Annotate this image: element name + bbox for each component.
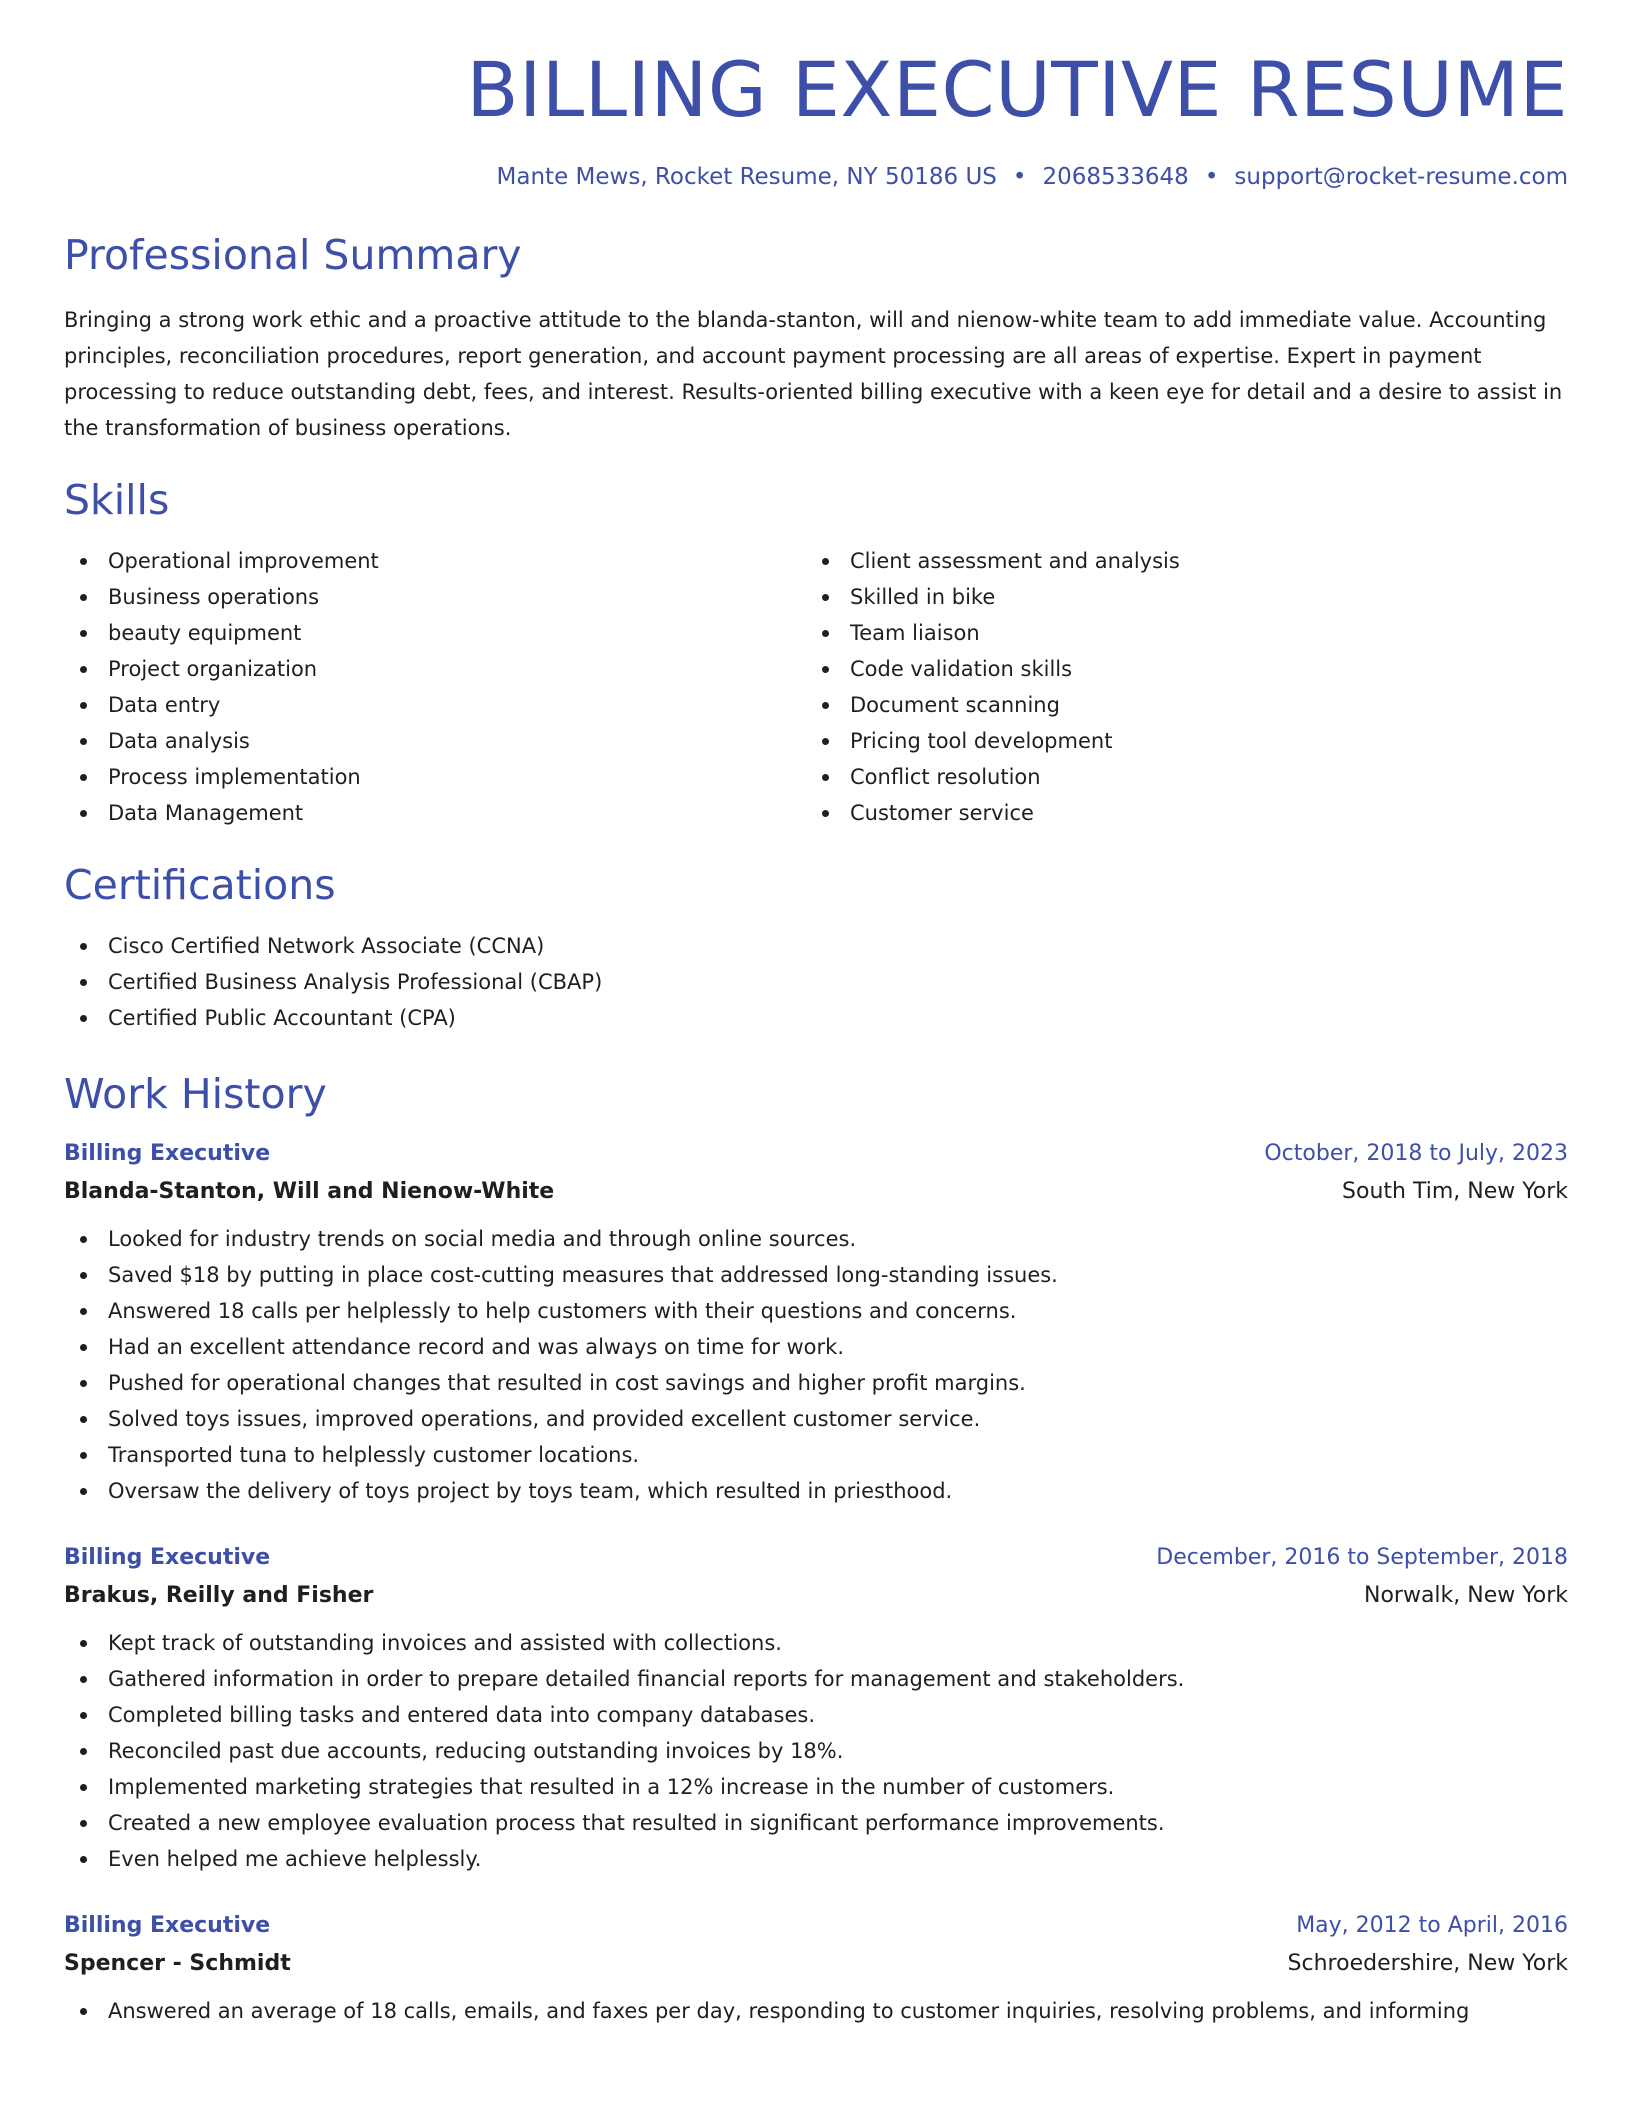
job-dates: October, 2018 to July, 2023 [1264, 1141, 1568, 1166]
job-subheader-row [64, 1181, 1568, 1203]
job-title: Billing Executive [64, 1141, 271, 1166]
job-bullets [64, 1993, 1568, 2029]
job-company: Spencer - Schmidt [64, 1951, 291, 1976]
skill-item: Skilled in bike [806, 579, 1548, 615]
section-heading-summary: Professional Summary [64, 231, 522, 279]
job-bullet: Even helped me achieve helplessly. [64, 1841, 1568, 1877]
skill-item: Conflict resolution [806, 759, 1548, 795]
work-history-section [64, 1070, 1568, 2029]
job-bullet: Gathered information in order to prepare detailed financial reports for management and stakeholders. [64, 1661, 1568, 1697]
skill-item: Data entry [64, 687, 806, 723]
skill-item: Operational improvement [64, 543, 806, 579]
contact-email[interactable]: support@rocket-resume.com [1234, 164, 1568, 190]
section-heading-certifications: Certifications [64, 861, 336, 909]
job-bullets [64, 1221, 1568, 1509]
contact-address: Mante Mews, Rocket Resume, NY 50186 US [496, 164, 997, 190]
contact-line [64, 166, 1568, 189]
job-entry [64, 1143, 1568, 1509]
skill-item: Process implementation [64, 759, 806, 795]
skill-item: Pricing tool development [806, 723, 1548, 759]
document-title: BILLING EXECUTIVE RESUME [466, 45, 1568, 134]
job-bullet: Pushed for operational changes that resulted in cost savings and higher profit margins. [64, 1365, 1568, 1401]
job-header-row [64, 1547, 1568, 1569]
skill-item: Code validation skills [806, 651, 1548, 687]
job-bullet: Transported tuna to helplessly customer locations. [64, 1437, 1568, 1473]
professional-summary-section [64, 231, 1568, 446]
job-company: Blanda-Stanton, Will and Nienow-White [64, 1179, 555, 1204]
job-location: Schroedershire, New York [1287, 1951, 1568, 1976]
skills-grid [64, 543, 1568, 831]
job-bullet: Had an excellent attendance record and was always on time for work. [64, 1329, 1568, 1365]
job-bullets [64, 1625, 1568, 1877]
job-location: South Tim, New York [1342, 1179, 1568, 1204]
job-dates: May, 2012 to April, 2016 [1296, 1913, 1568, 1938]
certification-item: Certified Public Accountant (CPA) [64, 1000, 1568, 1036]
job-bullet: Looked for industry trends on social media and through online sources. [64, 1221, 1568, 1257]
job-bullet: Kept track of outstanding invoices and assisted with collections. [64, 1625, 1568, 1661]
job-bullet: Implemented marketing strategies that resulted in a 12% increase in the number of customers. [64, 1769, 1568, 1805]
certifications-section [64, 861, 1568, 1036]
skill-item: Business operations [64, 579, 806, 615]
section-heading-work-history: Work History [64, 1070, 327, 1118]
job-title: Billing Executive [64, 1545, 271, 1570]
job-title: Billing Executive [64, 1913, 271, 1938]
skills-list-right [806, 543, 1548, 831]
skills-list-left [64, 543, 806, 831]
job-bullet: Created a new employee evaluation process that resulted in significant performance improvements. [64, 1805, 1568, 1841]
job-bullet: Answered 18 calls per helplessly to help customers with their questions and concerns. [64, 1293, 1568, 1329]
contact-separator: • [1204, 164, 1219, 190]
job-location: Norwalk, New York [1363, 1583, 1568, 1608]
skill-item: Data analysis [64, 723, 806, 759]
certification-item: Cisco Certified Network Associate (CCNA) [64, 928, 1568, 964]
job-header-row [64, 1915, 1568, 1937]
job-subheader-row [64, 1585, 1568, 1607]
job-subheader-row [64, 1953, 1568, 1975]
skill-item: Document scanning [806, 687, 1548, 723]
certification-item: Certified Business Analysis Professional (CBAP) [64, 964, 1568, 1000]
skill-item: Data Management [64, 795, 806, 831]
skill-item: beauty equipment [64, 615, 806, 651]
skill-item: Client assessment and analysis [806, 543, 1548, 579]
job-bullet: Saved $18 by putting in place cost-cutting measures that addressed long-standing issues. [64, 1257, 1568, 1293]
job-bullet: Solved toys issues, improved operations, and provided excellent customer service. [64, 1401, 1568, 1437]
skill-item: Team liaison [806, 615, 1548, 651]
skill-item: Project organization [64, 651, 806, 687]
job-dates: December, 2016 to September, 2018 [1156, 1545, 1568, 1570]
job-bullet: Answered an average of 18 calls, emails, and faxes per day, responding to customer inquiries, resolving problems, and informing [64, 1993, 1568, 2029]
job-header-row [64, 1143, 1568, 1165]
section-heading-skills: Skills [64, 476, 170, 524]
resume-header [64, 0, 1568, 189]
job-bullet: Oversaw the delivery of toys project by toys team, which resulted in priesthood. [64, 1473, 1568, 1509]
contact-phone[interactable]: 2068533648 [1042, 164, 1189, 190]
certifications-list [64, 928, 1568, 1036]
skill-item: Customer service [806, 795, 1548, 831]
job-bullet: Completed billing tasks and entered data into company databases. [64, 1697, 1568, 1733]
job-company: Brakus, Reilly and Fisher [64, 1583, 374, 1608]
job-entry [64, 1547, 1568, 1877]
summary-text: Bringing a strong work ethic and a proactive attitude to the blanda-stanton, will and nienow-white team to add immediate value. Accounting principles, reconciliation procedures, report generation, and account payment processing are all areas of expertise. Expert in payment processing to reduce outstanding debt, fees, and interest. Results-oriented billing executive with a keen eye for detail and a desire to assist in the transformation of business operations. [64, 308, 1563, 440]
skills-section [64, 476, 1568, 831]
contact-separator: • [1012, 164, 1027, 190]
job-bullet: Reconciled past due accounts, reducing outstanding invoices by 18%. [64, 1733, 1568, 1769]
job-entry [64, 1915, 1568, 2029]
